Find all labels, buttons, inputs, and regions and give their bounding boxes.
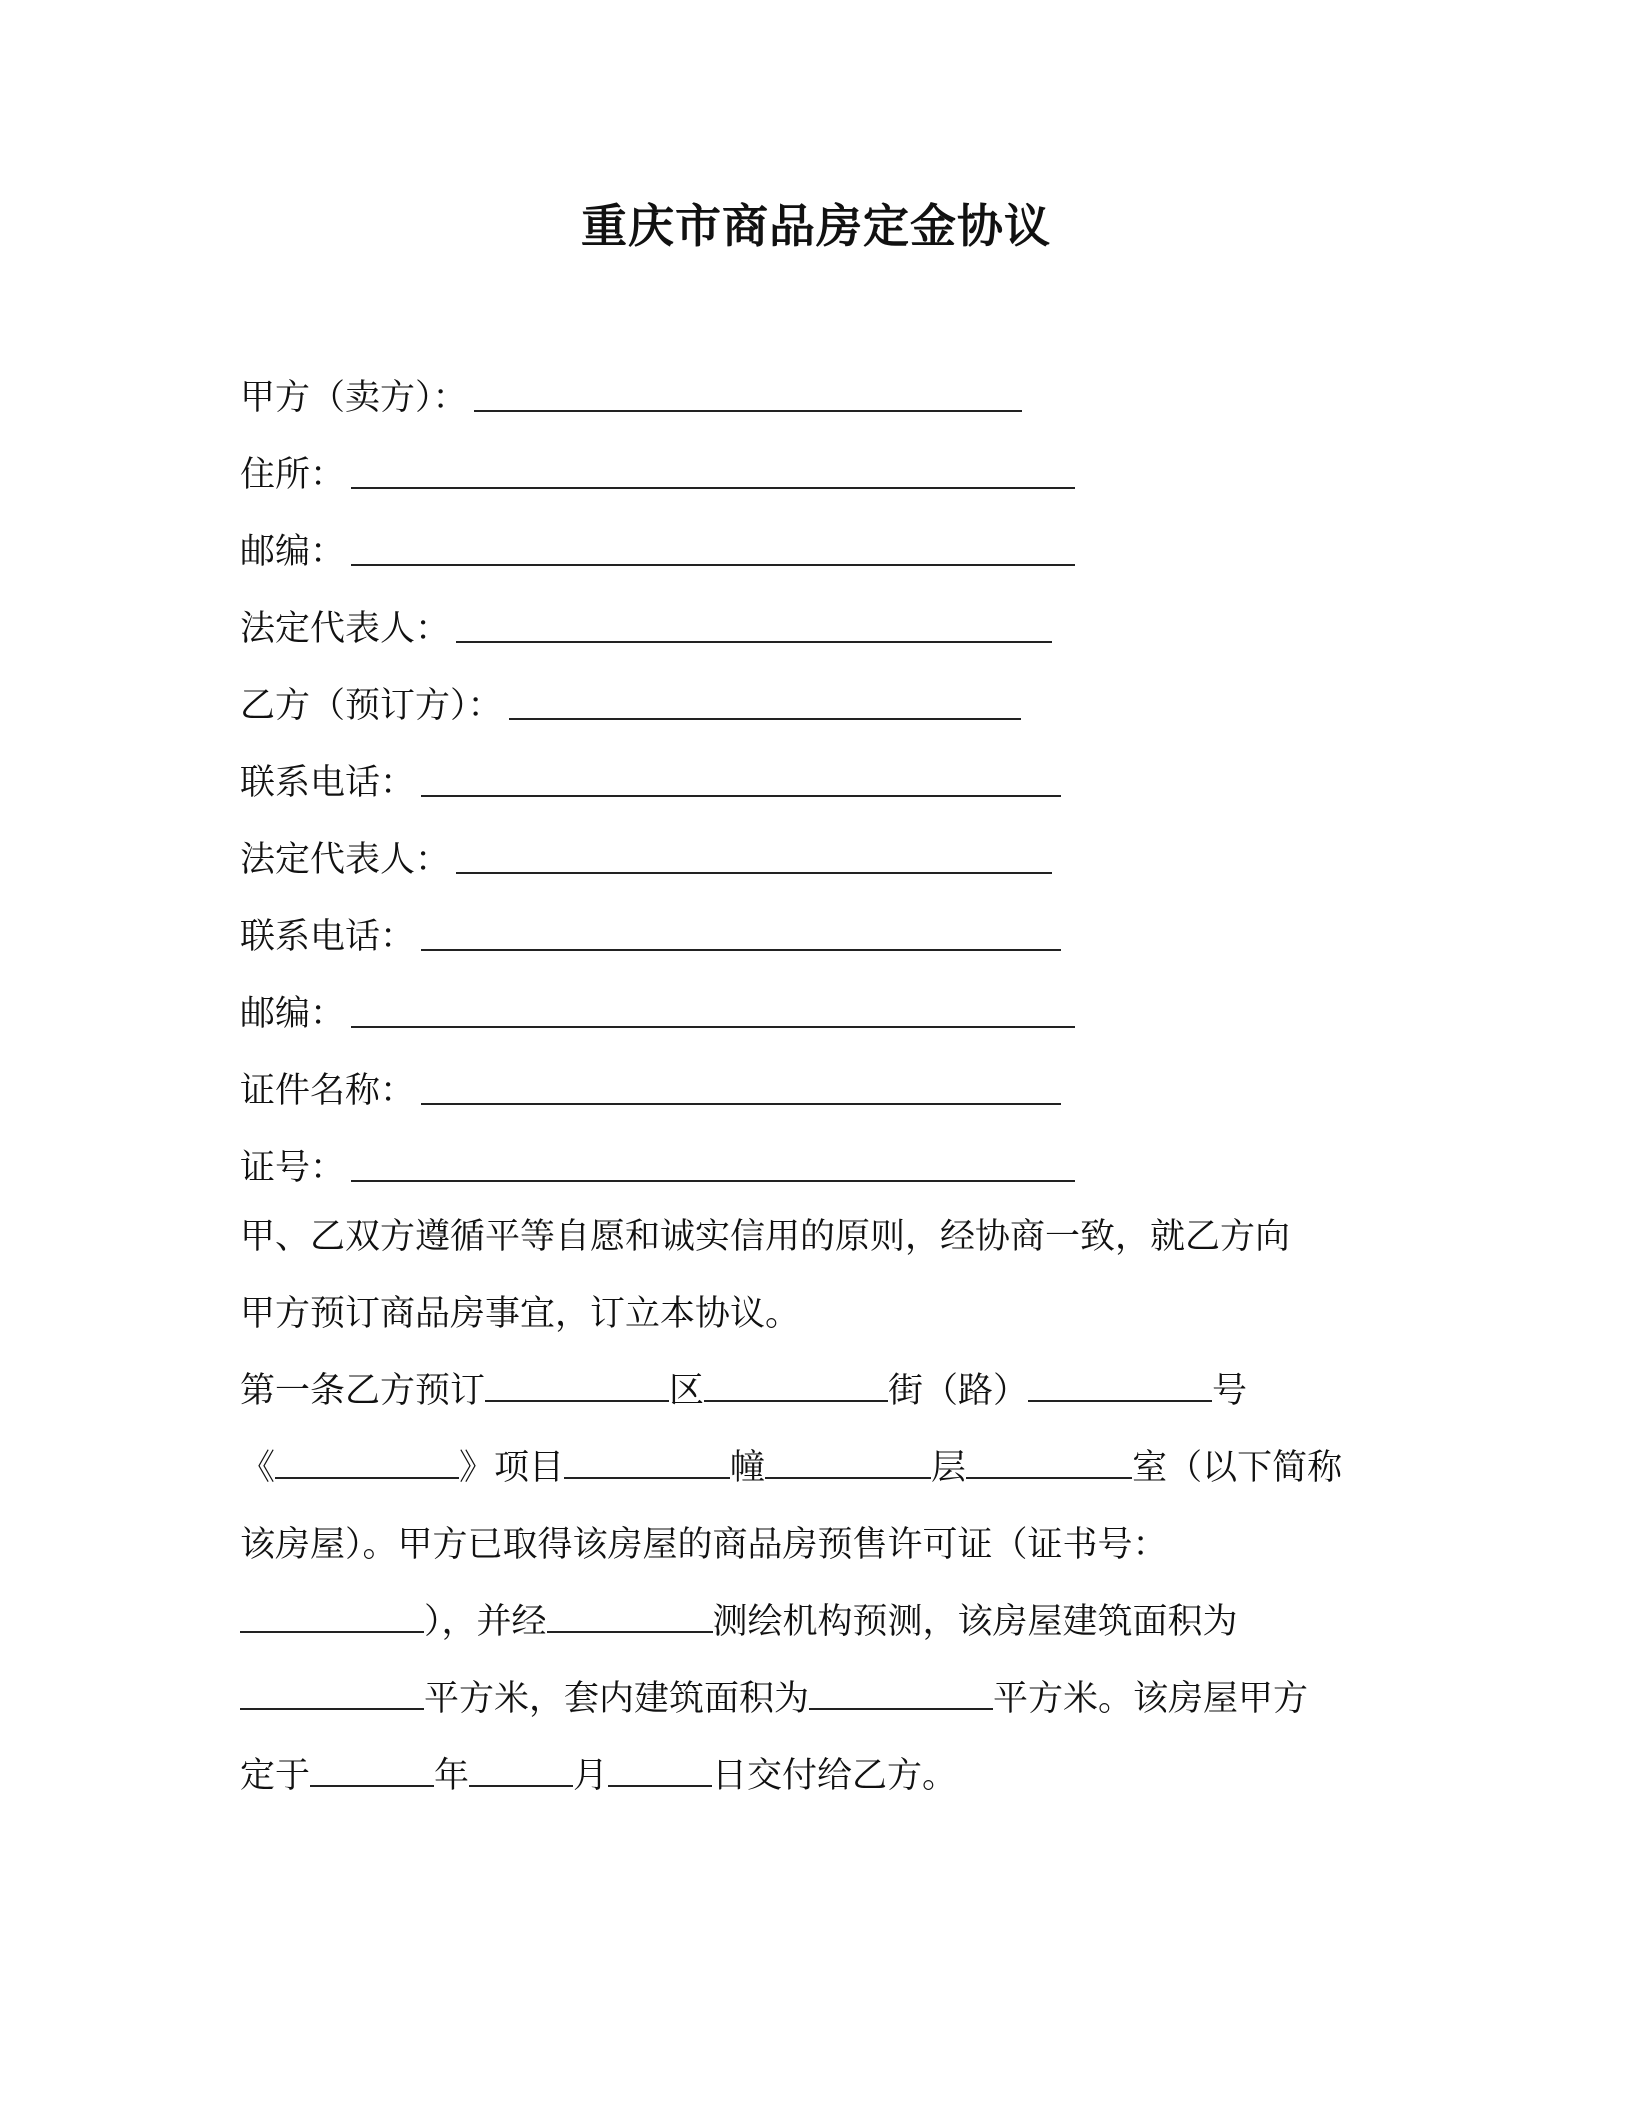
fill-in-blank bbox=[240, 1603, 424, 1633]
article-text: 室（以下简称 bbox=[1132, 1448, 1343, 1488]
article-text: 平方米。该房屋甲方 bbox=[993, 1679, 1309, 1719]
fill-in-line bbox=[421, 789, 1061, 797]
fill-in-line bbox=[509, 712, 1021, 720]
article-text: 定于 bbox=[240, 1756, 311, 1796]
article-text: 号 bbox=[1212, 1371, 1248, 1411]
article1-line-5 bbox=[240, 1675, 1308, 1723]
field-label: 邮编： bbox=[240, 994, 346, 1034]
fill-in-blank bbox=[966, 1449, 1132, 1479]
fill-in-blank bbox=[1028, 1372, 1212, 1402]
fill-in-blank bbox=[765, 1449, 931, 1479]
article-text: 区 bbox=[669, 1371, 705, 1411]
fill-in-blank bbox=[547, 1603, 713, 1633]
article-text: 幢 bbox=[730, 1448, 766, 1488]
article-text: 《 bbox=[240, 1448, 276, 1488]
article1-line-4 bbox=[240, 1598, 1238, 1646]
field-phone bbox=[240, 757, 1061, 807]
field-legal-representative-2 bbox=[240, 834, 1052, 884]
fill-in-blank bbox=[485, 1372, 669, 1402]
article-text: 日交付给乙方。 bbox=[712, 1756, 958, 1796]
fill-in-blank bbox=[704, 1372, 888, 1402]
article1-line-3: 该房屋）。甲方已取得该房屋的商品房预售许可证（证书号： bbox=[240, 1525, 1168, 1565]
article-text: 》项目 bbox=[459, 1448, 565, 1488]
field-address bbox=[240, 449, 1075, 499]
fill-in-blank bbox=[469, 1757, 573, 1787]
field-label: 法定代表人： bbox=[240, 840, 451, 880]
field-legal-representative bbox=[240, 603, 1052, 653]
article-text: ），并经 bbox=[424, 1602, 547, 1642]
fill-in-blank bbox=[240, 1680, 424, 1710]
document-title: 重庆市商品房定金协议 bbox=[581, 199, 1051, 253]
fill-in-line bbox=[456, 635, 1052, 643]
intro-line-1: 甲、乙双方遵循平等自愿和诚实信用的原则，经协商一致，就乙方向 bbox=[240, 1217, 1291, 1257]
field-label: 法定代表人： bbox=[240, 609, 451, 649]
fill-in-line bbox=[351, 1020, 1075, 1028]
field-id-type bbox=[240, 1065, 1061, 1115]
article-text: 年 bbox=[434, 1756, 470, 1796]
field-phone-2 bbox=[240, 911, 1061, 961]
field-buyer bbox=[240, 680, 1021, 730]
field-label: 甲方（卖方）： bbox=[240, 378, 468, 418]
fill-in-blank bbox=[809, 1680, 993, 1710]
fill-in-line bbox=[351, 1174, 1075, 1182]
field-label: 乙方（预订方）： bbox=[240, 686, 503, 726]
field-label: 住所： bbox=[240, 455, 346, 495]
field-seller bbox=[240, 372, 1022, 422]
fill-in-line bbox=[421, 1097, 1061, 1105]
intro-line-2: 甲方预订商品房事宜，订立本协议。 bbox=[240, 1294, 801, 1334]
fill-in-blank bbox=[564, 1449, 730, 1479]
field-label: 联系电话： bbox=[240, 763, 416, 803]
article-text: 月 bbox=[573, 1756, 609, 1796]
fill-in-line bbox=[421, 943, 1061, 951]
field-label: 邮编： bbox=[240, 532, 346, 572]
fill-in-line bbox=[351, 481, 1075, 489]
fill-in-line bbox=[351, 558, 1075, 566]
fill-in-blank bbox=[275, 1449, 459, 1479]
article-text: 层 bbox=[931, 1448, 967, 1488]
article1-line-2 bbox=[240, 1444, 1342, 1492]
fill-in-line bbox=[474, 404, 1022, 412]
field-id-number bbox=[240, 1142, 1075, 1192]
article1-line-1 bbox=[240, 1367, 1247, 1415]
field-postcode bbox=[240, 526, 1075, 576]
article-text: 平方米，套内建筑面积为 bbox=[424, 1679, 810, 1719]
field-label: 证件名称： bbox=[240, 1071, 416, 1111]
fill-in-line bbox=[456, 866, 1052, 874]
article-text: 测绘机构预测，该房屋建筑面积为 bbox=[712, 1602, 1238, 1642]
fill-in-blank bbox=[310, 1757, 434, 1787]
field-label: 证号： bbox=[240, 1148, 346, 1188]
field-postcode-2 bbox=[240, 988, 1075, 1038]
field-label: 联系电话： bbox=[240, 917, 416, 957]
article1-line-6 bbox=[240, 1752, 957, 1800]
fill-in-blank bbox=[608, 1757, 712, 1787]
article-text: 第一条乙方预订 bbox=[240, 1371, 486, 1411]
article-text: 街（路） bbox=[888, 1371, 1029, 1411]
